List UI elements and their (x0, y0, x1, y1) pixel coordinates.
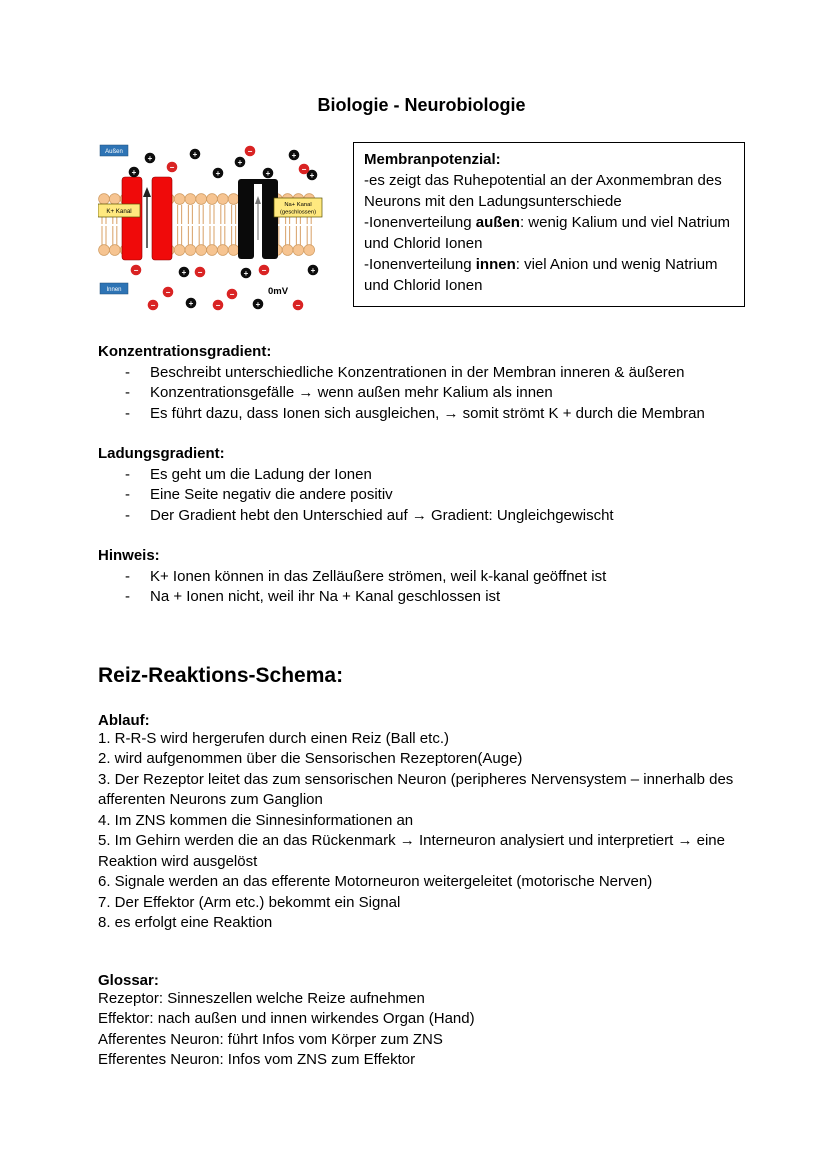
anion-icon (131, 265, 142, 276)
svg-text:−: − (261, 265, 267, 275)
bullet-dash: - (125, 588, 130, 605)
bullet-dash: - (125, 384, 130, 401)
bold-term: innen (475, 256, 516, 273)
anion-icon (259, 265, 270, 276)
bullet-text: Konzentrationsgefälle → wenn außen mehr Kalium als innen (150, 384, 553, 401)
bullet-dash: - (125, 363, 130, 381)
svg-text:+: + (181, 267, 187, 277)
svg-text:+: + (188, 298, 194, 308)
k-channel-label-text: K+ Kanal (106, 208, 132, 215)
cation-icon (145, 153, 156, 164)
text-segment: : wenig Kalium und viel Natrium und Chlorid Ionen (364, 214, 731, 252)
bullet-item (98, 404, 745, 425)
anion-icon (163, 287, 174, 298)
section-heading: Ladungsgradient: (98, 445, 225, 462)
svg-text:−: − (301, 164, 307, 174)
bullet-item (98, 383, 745, 404)
bullet-text: Eine Seite negativ die andere positiv (150, 486, 393, 503)
bullet-item (98, 587, 745, 608)
section-heading: Konzentrationsgradient: (98, 343, 272, 360)
svg-text:−: − (169, 162, 175, 172)
anion-icon (299, 164, 310, 175)
bullet-text: Der Gradient hebt den Unterschied auf → Gradient: Ungleichgewischt (150, 506, 614, 524)
ablauf-step: 4. Im ZNS kommen die Sinnesinformationen an (98, 811, 414, 829)
svg-text:−: − (133, 265, 139, 275)
bullet-text: Es geht um die Ladung der Ionen (150, 465, 372, 483)
cation-icon (253, 299, 264, 310)
cation-icon (308, 265, 319, 276)
ablauf-step: 6. Signale werden an das efferente Motorneuron weitergeleitet (motorische Nerven) (98, 873, 653, 890)
cation-icon (186, 298, 197, 309)
na-channel-label (274, 198, 322, 217)
bullet-dash: - (125, 506, 130, 524)
svg-text:+: + (291, 150, 297, 160)
bullet-text: K+ Ionen können in das Zelläußere strömen, weil k-kanal geöffnet ist (150, 567, 607, 585)
text-segment: -Ionenverteilung (364, 256, 476, 273)
ablauf-step: 2. wird aufgenommen über die Sensorischen Rezeptoren(Auge) (98, 750, 523, 767)
bullet-item (98, 465, 745, 486)
membrane-box-title: Membranpotenzial: (364, 151, 501, 168)
ablauf-step: 5. Im Gehirn werden die an das Rückenmark → Interneuron analysiert und interpretiert → eine Reaktion wird ausgelöst (98, 832, 725, 870)
ablauf-heading: Ablauf: (98, 711, 150, 729)
svg-text:−: − (247, 146, 253, 156)
outer-side-label (100, 145, 128, 156)
svg-text:+: + (147, 153, 153, 163)
cation-icon (289, 150, 300, 161)
inner-label-text: Innen (106, 287, 122, 293)
glossar-entry: Rezeptor: Sinneszellen welche Reize aufnehmen (98, 989, 425, 1007)
ablauf-step: 1. R-R-S wird hergerufen durch einen Reiz (Ball etc.) (98, 729, 449, 747)
cation-icon (241, 268, 252, 279)
anion-icon (195, 267, 206, 278)
na-closed-gate (251, 179, 265, 184)
cation-icon (235, 157, 246, 168)
cation-icon (190, 149, 201, 160)
bold-term: außen (475, 214, 520, 231)
bullet-item (98, 567, 745, 588)
bullet-item (98, 363, 745, 384)
glossar-entry: Afferentes Neuron: führt Infos vom Körper zum ZNS (98, 1030, 443, 1048)
anion-icon (148, 300, 159, 311)
svg-text:−: − (295, 300, 301, 310)
bullet-item (98, 506, 745, 527)
membrane-box-lines (364, 170, 734, 296)
section-ladungsgradient (98, 444, 745, 526)
svg-text:−: − (165, 287, 171, 297)
section-konzentrationsgradient (98, 342, 745, 424)
cation-icon (263, 168, 274, 179)
bullet-item (98, 485, 745, 506)
anion-icon (293, 300, 304, 311)
svg-text:−: − (150, 300, 156, 310)
anion-icon (213, 300, 224, 311)
na-channel-label-line2: (geschlossen) (279, 209, 317, 216)
anion-icon (227, 289, 238, 300)
membrane-box-line (364, 254, 734, 296)
svg-text:+: + (310, 265, 316, 275)
membrane-diagram (98, 142, 323, 312)
inner-side-label (100, 283, 128, 294)
membrane-potential-box (353, 142, 745, 307)
glossar-entry: Efferentes Neuron: Infos vom ZNS zum Effektor (98, 1051, 416, 1068)
svg-text:−: − (197, 267, 203, 277)
schema-heading: Reiz-Reaktions-Schema: (98, 663, 344, 687)
svg-text:+: + (237, 157, 243, 167)
voltage-label: 0mV (268, 286, 289, 297)
bullet-text: Beschreibt unterschiedliche Konzentrationen in der Membran inneren & äußeren (150, 363, 685, 381)
membrane-diagram-svg (98, 142, 323, 312)
gradient-sections (98, 342, 745, 608)
anion-icon (167, 162, 178, 173)
membrane-box-line (364, 212, 734, 254)
na-channel-label-line1: Na+ Kanal (284, 202, 312, 208)
na-channel (238, 179, 278, 259)
top-row (98, 142, 745, 312)
svg-text:+: + (192, 149, 198, 159)
bullet-dash: - (125, 486, 130, 503)
bullet-text: Es führt dazu, dass Ionen sich ausgleichen, → somit strömt K + durch die Membran (150, 404, 705, 422)
text-segment: : viel Anion und wenig Natrium und Chlorid Ionen (364, 256, 718, 294)
k-channel (122, 177, 172, 260)
text-segment: -es zeigt das Ruhepotential an der Axonmembran des Neurons mit den Ladungsunterschiede (364, 172, 722, 210)
svg-text:−: − (215, 300, 221, 310)
bullet-text: Na + Ionen nicht, weil ihr Na + Kanal geschlossen ist (150, 588, 501, 605)
svg-text:+: + (255, 299, 261, 309)
ablauf-steps (98, 729, 745, 934)
k-channel-label (98, 204, 140, 217)
page-title: Biologie - Neurobiologie (317, 95, 526, 115)
svg-text:+: + (309, 170, 315, 180)
cation-icon (179, 267, 190, 278)
text-segment: -Ionenverteilung (364, 214, 476, 231)
svg-text:+: + (243, 268, 249, 278)
glossar-entry: Effektor: nach außen und innen wirkendes Organ (Hand) (98, 1010, 475, 1027)
section-heading: Hinweis: (98, 547, 160, 564)
outer-label-text: Außen (105, 149, 123, 155)
ablauf-step: 7. Der Effektor (Arm etc.) bekommt ein Signal (98, 893, 401, 911)
membrane-box-line (364, 170, 734, 212)
ablauf-step: 3. Der Rezeptor leitet das zum sensorischen Neuron (peripheres Nervensystem – innerhalb des afferenten Neurons zum Ganglion (98, 770, 734, 808)
section-hinweis (98, 546, 745, 608)
bullet-dash: - (125, 567, 130, 585)
svg-text:+: + (265, 168, 271, 178)
svg-text:+: + (215, 168, 221, 178)
glossar-heading: Glossar: (98, 971, 159, 989)
svg-text:−: − (229, 289, 235, 299)
cation-icon (129, 167, 140, 178)
bullet-dash: - (125, 404, 130, 422)
svg-text:+: + (131, 167, 137, 177)
cation-icon (213, 168, 224, 179)
anion-icon (245, 146, 256, 157)
glossar-list (98, 989, 745, 1071)
ablauf-step: 8. es erfolgt eine Reaktion (98, 914, 273, 931)
bullet-dash: - (125, 465, 130, 483)
